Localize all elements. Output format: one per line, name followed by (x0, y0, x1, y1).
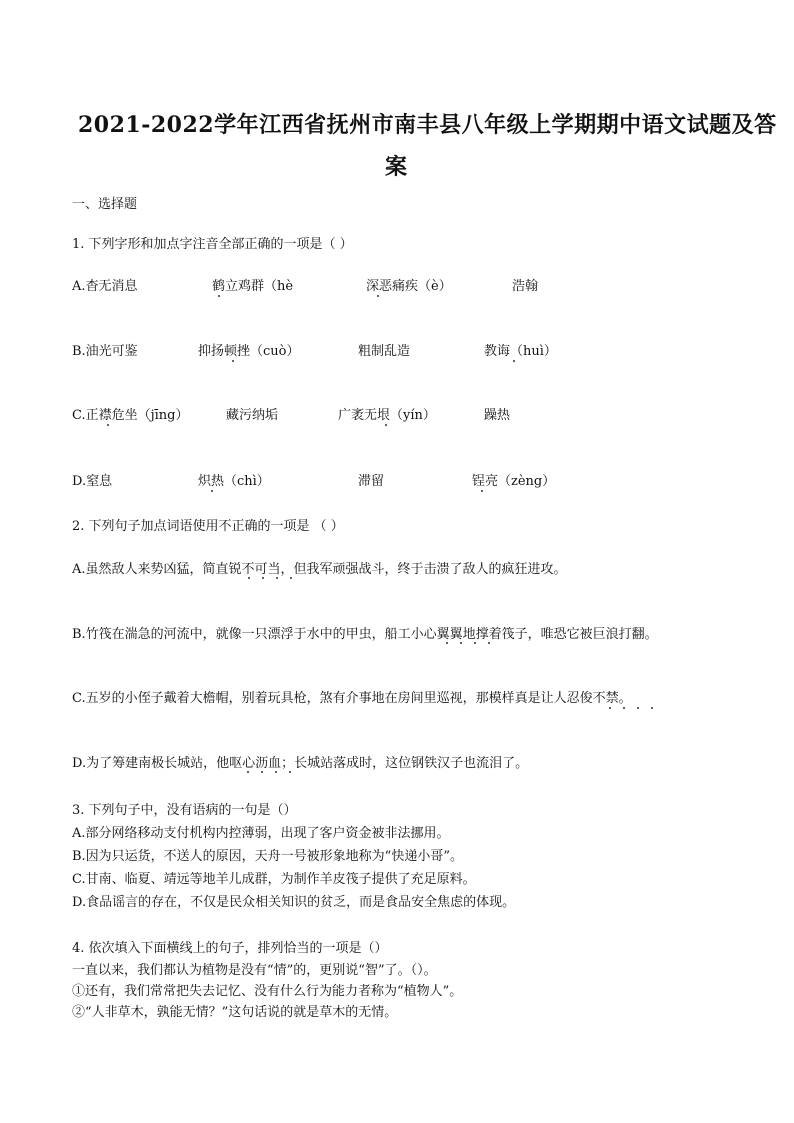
q1-option-b-4: 教诲（huì） (484, 344, 557, 359)
q2-stem: 2. 下列句子加点词语使用不正确的一项是 （ ） (72, 519, 344, 534)
q2-option-b: B.竹筏在湍急的河流中，就像一只漂浮于水中的甲虫，船工小心翼翼地撑着筏子，唯恐它被巨浪打翻。 (72, 627, 658, 642)
q4-stem: 4. 依次填入下面横线上的句子，排列恰当的一项是（） (72, 941, 388, 956)
q1-option-d-4: 锃亮（zèng） (472, 474, 556, 489)
q1-option-b-3: 粗制乱造 (358, 344, 411, 359)
q1-option-b-2: 抑扬顿挫（cuò） (198, 344, 300, 359)
q2-option-c: C.五岁的小侄子戴着大檐帽，别着玩具枪，煞有介事地在房间里巡视，那模样真是让人忍俊不禁。 (72, 691, 632, 706)
q1-option-b-1: B.油光可鉴 (72, 344, 138, 359)
q2-option-d: D.为了筹建南极长城站，他呕心沥血；长城站落成时，这位钢铁汉子也流泪了。 (72, 756, 529, 771)
q1-stem: 1. 下列字形和加点字注音全部正确的一项是（ ） (72, 237, 353, 252)
section-heading: 一、选择题 (72, 197, 138, 212)
q1-option-a-1: A.杳无消息 (72, 279, 138, 294)
q1-option-c-4: 躁热 (484, 408, 511, 423)
q3-option-b: B.因为只运货，不送人的原因，天舟一号被形象地称为“快递小哥”。 (72, 849, 463, 864)
q4-text-line-2: ①还有，我们常常把失去记忆、没有什么行为能力者称为“植物人”。 (72, 984, 463, 999)
document-title-line-2: 案 (385, 154, 408, 180)
q1-option-d-1: D.窒息 (72, 474, 113, 489)
q1-option-c-2: 藏污纳垢 (226, 408, 279, 423)
q3-stem: 3. 下列句子中，没有语病的一句是（） (72, 803, 297, 818)
q4-text-line-3: ②“人非草木，孰能无情？”这句话说的就是草木的无情。 (72, 1005, 398, 1020)
q1-option-d-2: 炽热（chì） (198, 474, 270, 489)
q3-option-c: C.甘南、临夏、靖远等地羊儿成群，为制作羊皮筏子提供了充足原料。 (72, 872, 476, 887)
q1-option-a-4: 浩翰 (512, 279, 539, 294)
document-title-line-1: 2021-2022学年江西省抚州市南丰县八年级上学期期中语文试题及答 (78, 112, 777, 138)
q4-text-line-1: 一直以来，我们都认为植物是没有“情”的，更别说“智”了。（）。 (72, 963, 437, 978)
q1-option-d-3: 滞留 (358, 474, 385, 489)
q2-option-a: A.虽然敌人来势凶猛，简直锐不可当，但我军顽强战斗，终于击溃了敌人的疯狂进攻。 (72, 562, 567, 577)
q3-option-a: A.部分网络移动支付机构内控薄弱，出现了客户资金被非法挪用。 (72, 826, 450, 841)
q1-option-a-2: 鹤立鸡群（hè (212, 279, 294, 294)
q1-option-c-3: 广袤无垠（yín） (338, 408, 436, 423)
q1-option-c-1: C.正襟危坐（jīng） (72, 408, 189, 423)
q1-option-a-3: 深恶痛疾（è） (366, 279, 452, 294)
q3-option-d: D.食品谣言的存在，不仅是民众相关知识的贫乏，而是食品安全焦虑的体现。 (72, 895, 516, 910)
